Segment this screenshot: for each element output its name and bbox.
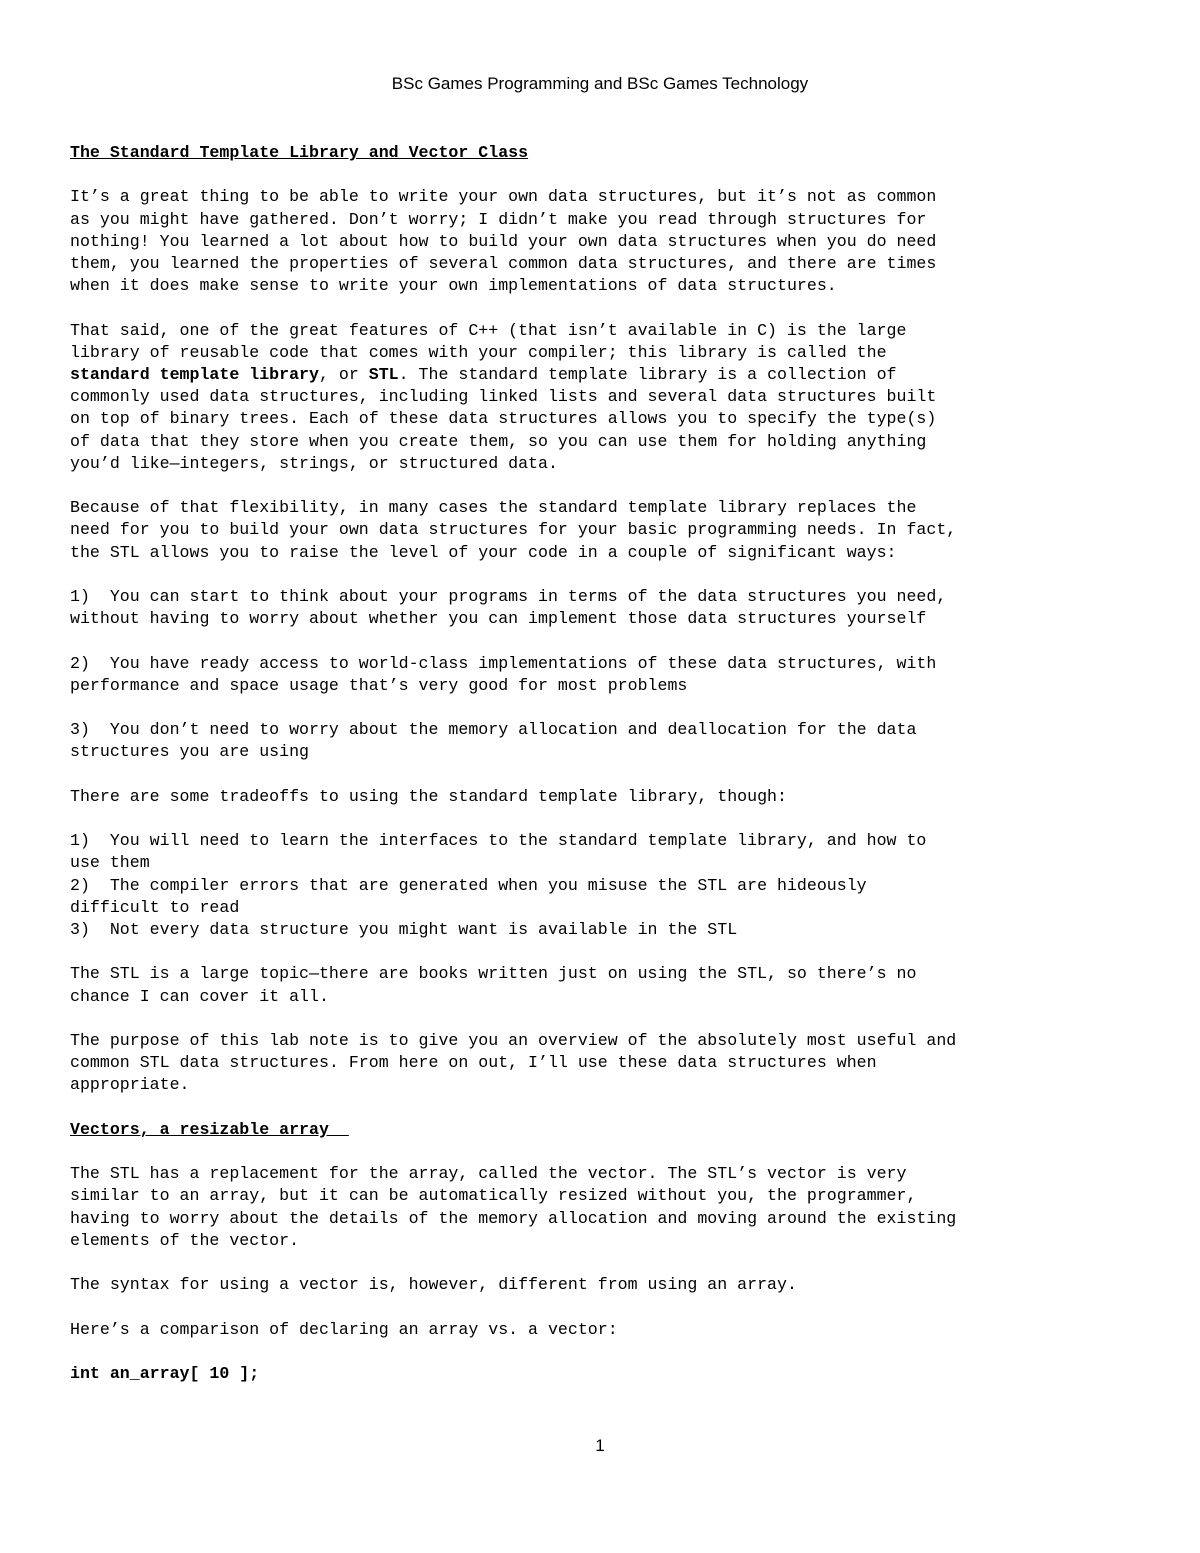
text-line: 1) You will need to learn the interfaces to the standard template library, and how to xyxy=(70,831,927,851)
section-heading-vectors: Vectors, a resizable array xyxy=(70,1119,349,1139)
text-line: The STL has a replacement for the array, called the vector. The STL’s vector is very xyxy=(70,1164,907,1184)
running-header: BSc Games Programming and BSc Games Technology xyxy=(391,74,809,93)
tradeoff-item-3 xyxy=(70,919,1140,941)
text-line: It’s a great thing to be able to write your own data structures, but it’s not as common xyxy=(70,187,937,207)
text-line: as you might have gathered. Don’t worry; I didn’t make you read through structures for xyxy=(70,209,927,229)
text-line: elements of the vector. xyxy=(70,1230,300,1250)
text-line: on top of binary trees. Each of these data structures allows you to specify the type(s) xyxy=(70,409,937,429)
text-line: similar to an array, but it can be automatically resized without you, the programmer, xyxy=(70,1186,917,1206)
text-line: nothing! You learned a lot about how to build your own data structures when you do need xyxy=(70,231,937,251)
text-line: The syntax for using a vector is, however, different from using an array. xyxy=(70,1275,797,1295)
benefit-item-3 xyxy=(70,719,1140,763)
text-line: There are some tradeoffs to using the standard template library, though: xyxy=(70,786,787,806)
text-line: 3) You don’t need to worry about the memory allocation and deallocation for the data xyxy=(70,720,917,740)
text-line: of data that they store when you create them, so you can use them for holding anything xyxy=(70,431,927,451)
text-line: without having to worry about whether you can implement those data structures yourself xyxy=(70,609,927,629)
paragraph-stl-large-topic xyxy=(70,963,1140,1007)
paragraph-intro xyxy=(70,186,1140,297)
text-line: Here’s a comparison of declaring an array vs. a vector: xyxy=(70,1319,618,1339)
tradeoff-item-1 xyxy=(70,830,1140,874)
text-line: 2) You have ready access to world-class implementations of these data structures, with xyxy=(70,653,937,673)
paragraph-stl-definition xyxy=(70,320,1140,475)
code-array-declaration: int an_array[ 10 ]; xyxy=(70,1363,260,1383)
tradeoffs-list xyxy=(70,830,1140,941)
text-line: library of reusable code that comes with your compiler; this library is called the xyxy=(70,342,887,362)
text-line: difficult to read xyxy=(70,897,240,917)
paragraph-vector-intro xyxy=(70,1163,1140,1252)
paragraph-purpose xyxy=(70,1030,1140,1097)
term-stl: STL xyxy=(368,365,399,384)
text-line: use them xyxy=(70,853,150,873)
section-heading-stl: The Standard Template Library and Vector Class xyxy=(70,143,529,162)
benefit-item-2 xyxy=(70,653,1140,697)
text-line: common STL data structures. From here on out, I’ll use these data structures when xyxy=(70,1053,877,1073)
text-line: them, you learned the properties of several common data structures, and there are times xyxy=(70,254,937,273)
text-fragment: , or xyxy=(318,365,369,384)
paragraph-comparison xyxy=(70,1319,1140,1341)
text-line: 3) Not every data structure you might want is available in the STL xyxy=(70,919,738,939)
text-line: The STL is a large topic—there are books written just on using the STL, so there’s no xyxy=(70,964,917,984)
text-line: 2) The compiler errors that are generated when you misuse the STL are hideously xyxy=(70,875,867,895)
text-fragment: . The standard template library is a collection of xyxy=(398,365,897,384)
text-line: That said, one of the great features of C++ (that isn’t available in C) is the large xyxy=(70,320,907,340)
text-line: The purpose of this lab note is to give you an overview of the absolutely most useful and xyxy=(70,1030,957,1050)
text-line: performance and space usage that’s very good for most problems xyxy=(70,675,688,695)
text-line: the STL allows you to raise the level of your code in a couple of significant ways: xyxy=(70,542,897,562)
text-line: structures you are using xyxy=(70,742,309,762)
paragraph-vector-syntax xyxy=(70,1274,1140,1296)
text-line: 1) You can start to think about your programs in terms of the data structures you need, xyxy=(70,587,947,606)
text-line: commonly used data structures, including linked lists and several data structures built xyxy=(70,387,937,407)
text-line: you’d like—integers, strings, or structured data. xyxy=(70,453,558,473)
page-number: 1 xyxy=(595,1436,605,1455)
text-line: need for you to build your own data structures for your basic programming needs. In fact, xyxy=(70,520,957,540)
text-line: Because of that flexibility, in many cases the standard template library replaces the xyxy=(70,498,917,518)
document-body xyxy=(70,142,1140,1385)
benefit-item-1 xyxy=(70,586,1140,630)
text-line: appropriate. xyxy=(70,1075,190,1095)
paragraph-tradeoffs-intro xyxy=(70,786,1140,808)
text-line xyxy=(70,364,1140,386)
paragraph-flexibility xyxy=(70,497,1140,564)
tradeoff-item-2 xyxy=(70,875,1140,919)
term-standard-template-library: standard template library xyxy=(70,365,319,384)
text-line: chance I can cover it all. xyxy=(70,986,329,1006)
text-line: when it does make sense to write your own implementations of data structures. xyxy=(70,276,837,296)
text-line: having to worry about the details of the memory allocation and moving around the existing xyxy=(70,1208,957,1228)
